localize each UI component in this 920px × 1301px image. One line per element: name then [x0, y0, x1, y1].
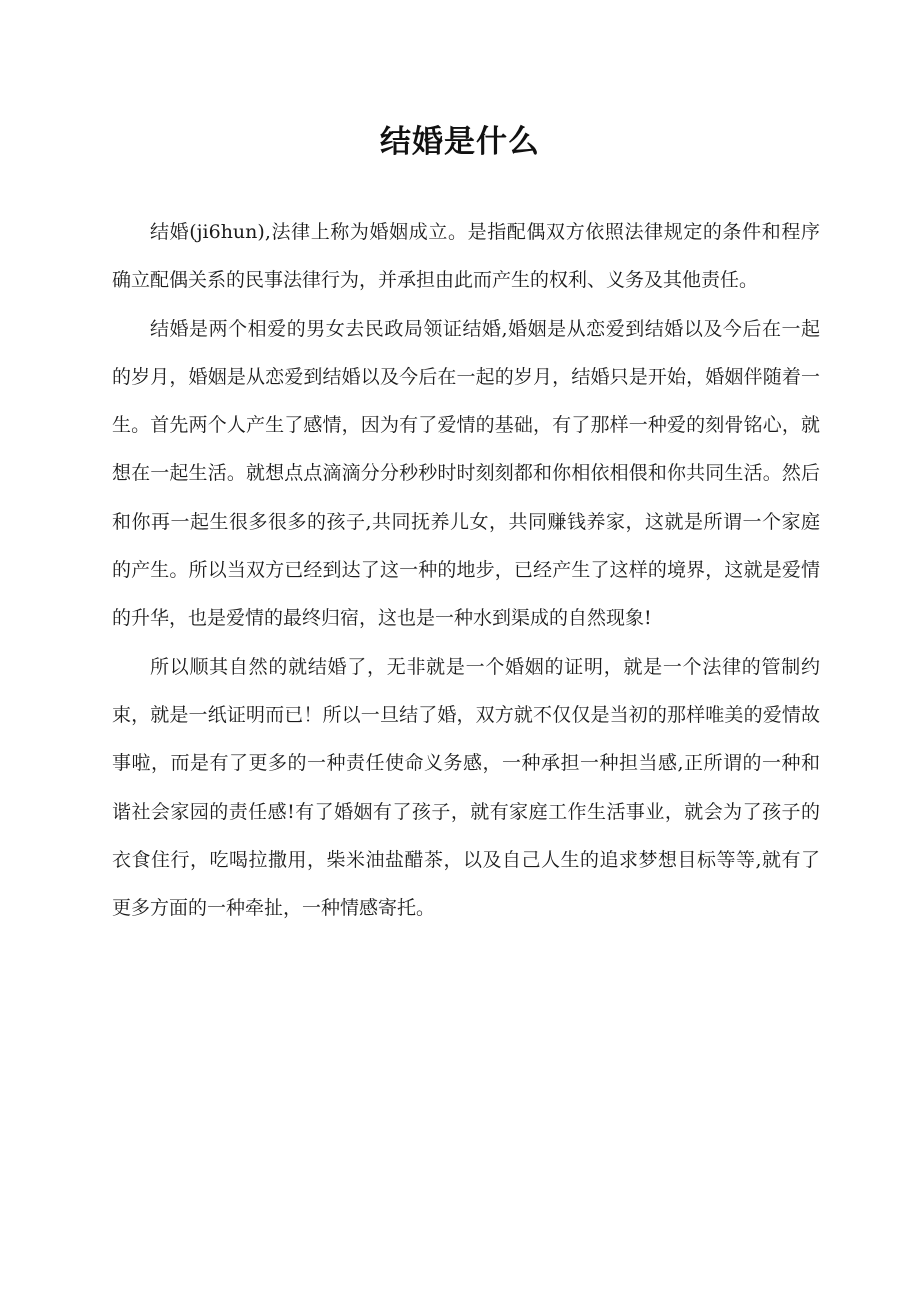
document-title: 结婚是什么	[380, 124, 540, 160]
paragraph-1: 结婚(ji6hun),法律上称为婚姻成立。是指配偶双方依照法律规定的条件和程序确立配偶关系的民事法律行为，并承担由此而产生的权利、义务及其他责任。	[112, 221, 820, 292]
document-body	[112, 208, 820, 932]
paragraph-2: 结婚是两个相爱的男女去民政局领证结婚,婚姻是从恋爱到结婚以及今后在一起的岁月，婚姻是从恋爱到结婚以及今后在一起的岁月，结婚只是开始，婚姻伴随着一生。首先两个人产生了感情，因为有了爱情的基础，有了那样一种爱的刻骨铭心，就想在一起生活。就想点点滴滴分分秒秒时时刻刻都和你相依相偎和你共同生活。然后和你再一起生很多很多的孩子,共同抚养儿女，共同赚钱养家，这就是所谓一个家庭的产生。所以当双方已经到达了这一种的地步，已经产生了这样的境界，这就是爱情的升华，也是爱情的最终归宿，这也是一种水到渠成的自然现象!	[112, 317, 820, 630]
paragraph-3: 所以顺其自然的就结婚了，无非就是一个婚姻的证明，就是一个法律的管制约束，就是一纸证明而已！所以一旦结了婚，双方就不仅仅是当初的那样唯美的爱情故事啦，而是有了更多的一种责任使命义务感，一种承担一种担当感,正所谓的一种和谐社会家园的责任感!有了婚姻有了孩子，就有家庭工作生活事业，就会为了孩子的衣食住行，吃喝拉撒用，柴米油盐醋茶，以及自己人生的追求梦想目标等等,就有了更多方面的一种牵扯，一种情感寄托。	[112, 655, 820, 920]
